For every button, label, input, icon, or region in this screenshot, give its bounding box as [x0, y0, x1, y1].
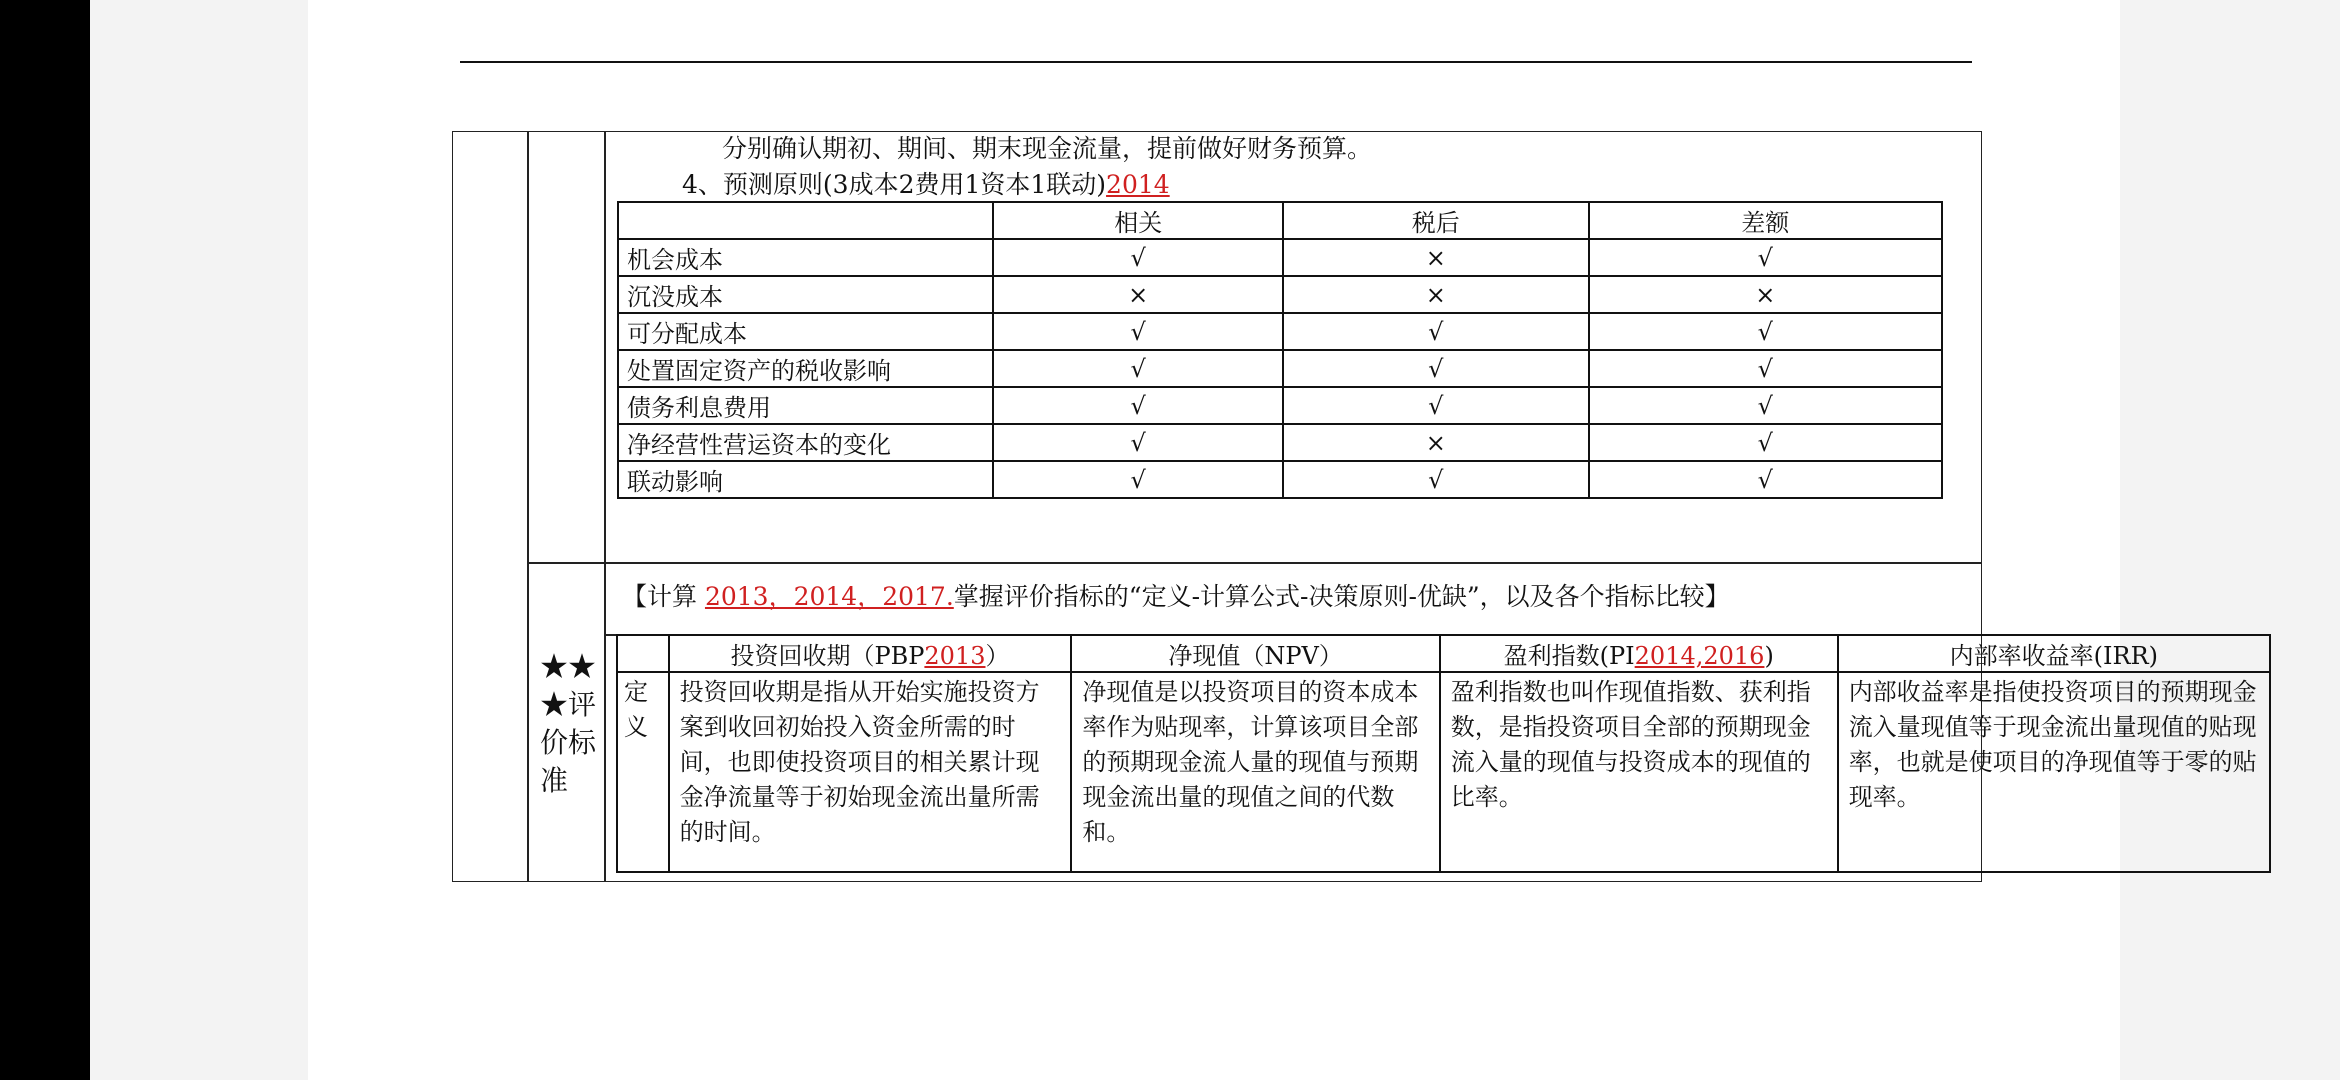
mark-cell: √ — [1589, 350, 1942, 387]
mark-cell: × — [993, 276, 1283, 313]
definition-npv: 净现值是以投资项目的资本成本率作为贴现率，计算该项目全部的预期现金流人量的现值与预期现金流出量的现值之间的代数和。 — [1071, 672, 1439, 872]
mark-cell: √ — [1283, 387, 1589, 424]
section-divider — [527, 562, 1982, 564]
evaluation-note — [622, 580, 1730, 614]
row-label: 可分配成本 — [618, 313, 993, 350]
row-label: 沉没成本 — [618, 276, 993, 313]
header-year: 2014,2016 — [1634, 642, 1765, 670]
table-row — [618, 424, 1942, 461]
mark-cell: √ — [1589, 424, 1942, 461]
row-label: 联动影响 — [618, 461, 993, 498]
mark-cell: √ — [1589, 313, 1942, 350]
metrics-header-row — [617, 635, 2270, 672]
mark-cell: × — [1283, 239, 1589, 276]
header-year: 2013 — [924, 642, 986, 670]
column-divider-1 — [527, 131, 529, 882]
definition-pi: 盈利指数也叫作现值指数、获利指数，是指投资项目全部的预期现金流入量的现值与投资成本的现值的比率。 — [1440, 672, 1838, 872]
row-label: 机会成本 — [618, 239, 993, 276]
mark-cell: √ — [993, 387, 1283, 424]
evaluation-note-prefix: 【计算 — [622, 582, 705, 611]
mark-cell: √ — [1283, 461, 1589, 498]
forecast-principle-table — [617, 201, 1943, 499]
mark-cell: √ — [993, 424, 1283, 461]
definition-irr: 内部收益率是指使投资项目的预期现金流入量现值等于现金流出量现值的贴现率，也就是使项目的净现值等于零的贴现率。 — [1838, 672, 2270, 872]
row-label: 净经营性营运资本的变化 — [618, 424, 993, 461]
left-black-bar — [0, 0, 90, 1080]
document-page — [308, 0, 2257, 1080]
mark-cell: × — [1283, 424, 1589, 461]
header-cell: 差额 — [1589, 202, 1942, 239]
header-cell-npv — [1071, 635, 1439, 672]
table-header-row — [618, 202, 1942, 239]
header-rule — [460, 61, 1972, 63]
principle-heading — [682, 168, 1170, 202]
header-text: 盈利指数(PI — [1503, 642, 1635, 670]
evaluation-side-label: ★★★评价标准 — [540, 650, 597, 797]
column-divider-2 — [604, 131, 606, 882]
mark-cell: × — [1589, 276, 1942, 313]
header-cell-pbp — [669, 635, 1072, 672]
viewer-margin-right — [2120, 0, 2340, 1080]
header-text: 内部率收益率(IRR) — [1949, 642, 2159, 670]
viewer-margin-left — [90, 0, 308, 1080]
table-row — [618, 350, 1942, 387]
mark-cell: √ — [993, 461, 1283, 498]
intro-line: 分别确认期初、期间、期末现金流量，提前做好财务预算。 — [722, 134, 1373, 163]
evaluation-note-suffix: 掌握评价指标的“定义-计算公式-决策原则-优缺”，以及各个指标比较】 — [953, 582, 1730, 611]
header-cell: 相关 — [993, 202, 1283, 239]
mark-cell: √ — [1589, 387, 1942, 424]
row-label: 债务利息费用 — [618, 387, 993, 424]
evaluation-note-years: 2013，2014，2017. — [704, 582, 954, 611]
header-text: 净现值（NPV） — [1168, 642, 1343, 670]
mark-cell: √ — [1589, 461, 1942, 498]
evaluation-metrics-table — [616, 634, 2271, 873]
definition-pbp: 投资回收期是指从开始实施投资方案到收回初始投入资金所需的时间，也即使投资项目的相关累计现金净流量等于初始现金流出量所需的时间。 — [669, 672, 1072, 872]
header-cell-pi — [1440, 635, 1838, 672]
row-label: 处置固定资产的税收影响 — [618, 350, 993, 387]
table-row — [618, 313, 1942, 350]
header-cell: 税后 — [1283, 202, 1589, 239]
mark-cell: × — [1283, 276, 1589, 313]
mark-cell: √ — [993, 350, 1283, 387]
mark-cell: √ — [1283, 350, 1589, 387]
mark-cell: √ — [993, 313, 1283, 350]
mark-cell: √ — [1589, 239, 1942, 276]
header-close: ) — [1764, 642, 1774, 670]
table-row — [618, 387, 1942, 424]
mark-cell: √ — [993, 239, 1283, 276]
mark-cell: √ — [1283, 313, 1589, 350]
table-row — [618, 461, 1942, 498]
row-label: 定义 — [617, 672, 669, 872]
header-cell-irr — [1838, 635, 2270, 672]
header-cell — [618, 202, 993, 239]
definition-row — [617, 672, 2270, 872]
header-close: ） — [985, 642, 1010, 670]
header-cell — [617, 635, 669, 672]
principle-heading-text: 4、预测原则(3成本2费用1资本1联动) — [682, 170, 1107, 199]
principle-heading-year: 2014 — [1106, 170, 1170, 199]
table-row — [618, 239, 1942, 276]
table-row — [618, 276, 1942, 313]
header-text: 投资回收期（PBP — [730, 642, 925, 670]
